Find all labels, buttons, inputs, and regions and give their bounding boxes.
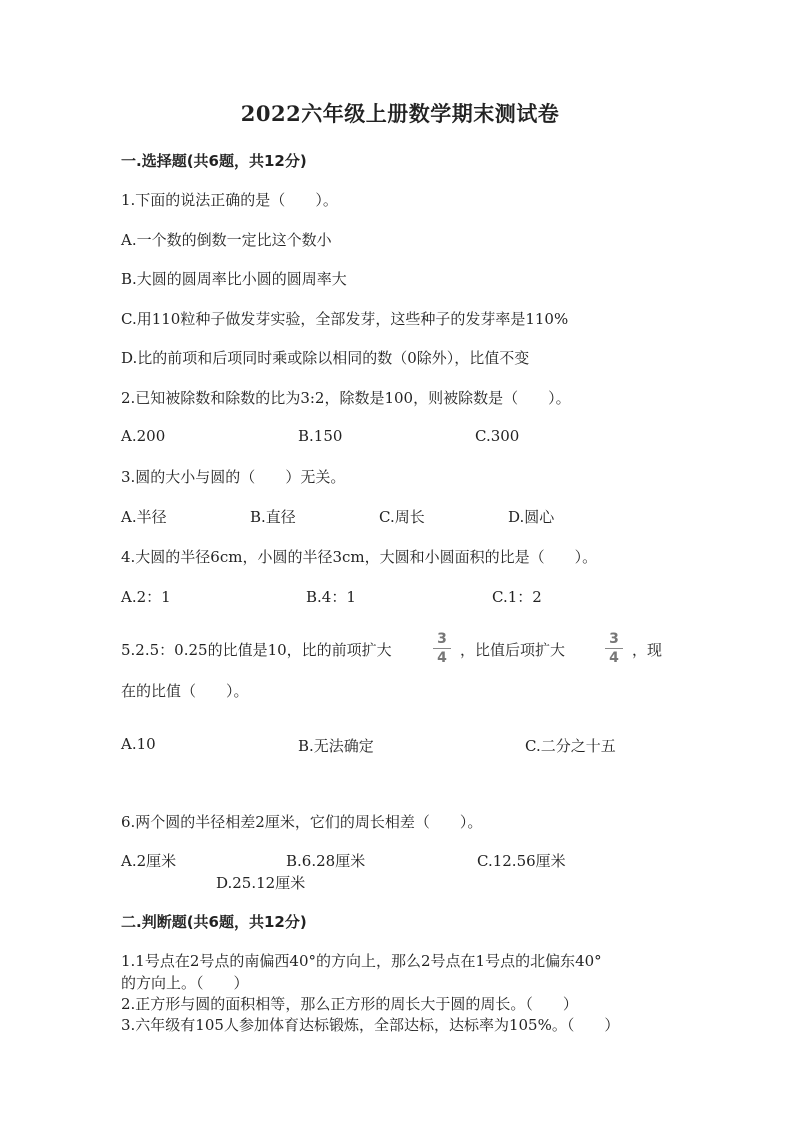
question-5-stem-part1: 5.2.5：0.25的比值是10，比的前项扩大 (121, 641, 392, 659)
question-3-option-c: C.周长 (379, 508, 425, 526)
fraction-three-quarters-2 (605, 631, 623, 666)
question-4-option-c: C.1：2 (492, 588, 542, 606)
tf-question-1-line2: 的方向上。（ ） (121, 974, 249, 992)
fraction-2-numerator: 3 (609, 631, 619, 647)
question-3-option-a: A.半径 (121, 508, 167, 526)
question-1-option-c: C.用110粒种子做发芽实验，全部发芽，这些种子的发芽率是110% (121, 310, 569, 328)
question-5-option-a: A.10 (121, 735, 156, 753)
tf-question-3: 3.六年级有105人参加体育达标锻炼，全部达标，达标率为105%。（ ） (121, 1016, 620, 1034)
fraction-2-denominator: 4 (609, 650, 619, 666)
question-2-option-c: C.300 (475, 427, 520, 445)
question-1-option-b: B.大圆的圆周率比小圆的圆周率大 (121, 270, 347, 288)
question-3-stem: 3.圆的大小与圆的（ ）无关。 (121, 468, 346, 486)
page-title: 2022六年级上册数学期末测试卷 (240, 101, 560, 126)
question-4-option-a: A.2：1 (121, 588, 171, 606)
question-2-stem: 2.已知被除数和除数的比为3:2，除数是100，则被除数是（ ）。 (121, 389, 571, 407)
fraction-three-quarters-1 (433, 631, 451, 666)
question-4-stem: 4.大圆的半径6cm，小圆的半径3cm，大圆和小圆面积的比是（ ）。 (121, 548, 598, 566)
question-2-option-b: B.150 (298, 427, 343, 445)
question-1-option-d: D.比的前项和后项同时乘或除以相同的数（0除外），比值不变 (121, 349, 530, 367)
question-5-option-c: C.二分之十五 (525, 737, 616, 755)
question-6-option-c: C.12.56厘米 (477, 852, 566, 870)
question-5-stem-line2: 在的比值（ ）。 (121, 682, 249, 700)
question-6-option-a: A.2厘米 (121, 852, 177, 870)
fraction-1-denominator: 4 (437, 650, 447, 666)
tf-question-2: 2.正方形与圆的面积相等，那么正方形的周长大于圆的周长。（ ） (121, 995, 578, 1013)
question-5-option-b: B.无法确定 (298, 737, 374, 755)
question-3-option-d: D.圆心 (508, 508, 555, 526)
section-heading-true-false: 二.判断题(共6题，共12分) (121, 913, 307, 931)
question-2-option-a: A.200 (121, 427, 166, 445)
fraction-1-numerator: 3 (437, 631, 447, 647)
section-heading-choice: 一.选择题(共6题，共12分) (121, 152, 307, 170)
question-1-option-a: A.一个数的倒数一定比这个数小 (121, 231, 332, 249)
question-6-option-d: D.25.12厘米 (216, 874, 306, 892)
fraction-1-bar (433, 648, 451, 649)
question-6-stem: 6.两个圆的半径相差2厘米，它们的周长相差（ ）。 (121, 813, 483, 831)
tf-question-1-line1: 1.1号点在2号点的南偏西40°的方向上，那么2号点在1号点的北偏东40° (121, 952, 602, 970)
question-4-option-b: B.4：1 (306, 588, 356, 606)
question-5-stem-part3: ，现 (632, 641, 663, 659)
question-1-stem: 1.下面的说法正确的是（ ）。 (121, 191, 338, 209)
question-6-option-b: B.6.28厘米 (286, 852, 366, 870)
question-5-stem-part2: ，比值后项扩大 (460, 641, 566, 659)
fraction-2-bar (605, 648, 623, 649)
question-3-option-b: B.直径 (250, 508, 296, 526)
